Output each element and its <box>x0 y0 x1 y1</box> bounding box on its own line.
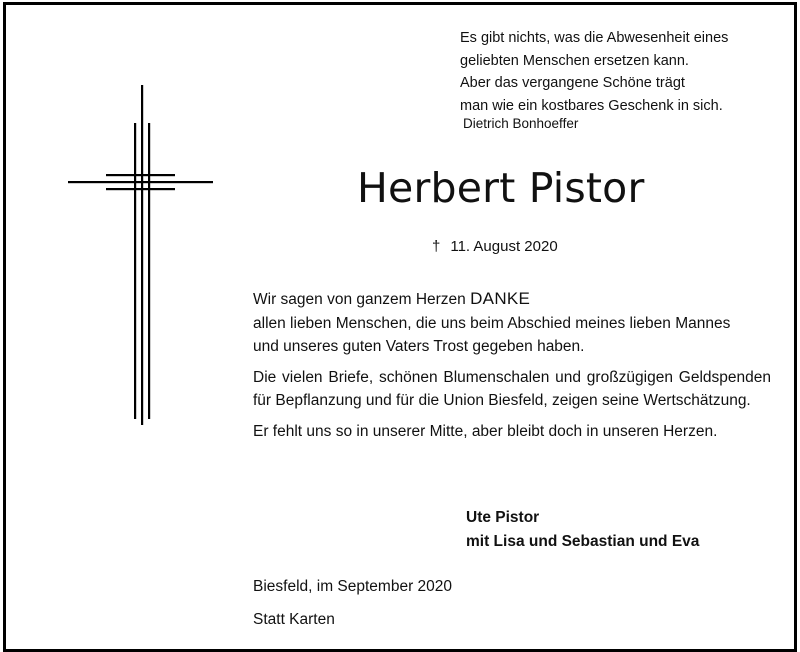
statt-karten-note: Statt Karten <box>253 611 335 628</box>
cross-icon <box>68 85 213 425</box>
quote-line: Es gibt nichts, was die Abwesenheit eines <box>460 30 729 46</box>
thanks-line-3: und unseres guten Vaters Trost gegeben haben. <box>253 338 585 355</box>
signature-line-2: mit Lisa und Sebastian und Eva <box>466 532 700 550</box>
thank-you-text <box>253 287 771 450</box>
signature-line-1: Ute Pistor <box>466 509 540 526</box>
signature <box>466 506 699 553</box>
thank-you-paragraph-2: Die vielen Briefe, schönen Blumenschalen und großzügigen Geldspenden für Bepflanzung und für die Union Biesfeld, zeigen seine Wertschätzung. <box>253 368 771 409</box>
dagger-icon: † <box>432 238 441 255</box>
quote-line: geliebten Menschen ersetzen kann. <box>460 52 689 69</box>
thanks-intro: Wir sagen von ganzem Herzen <box>253 291 466 308</box>
quote <box>460 27 728 117</box>
deceased-name: Herbert Pistor <box>357 164 645 212</box>
quote-line: man wie ein kostbares Geschenk in sich. <box>460 97 723 114</box>
thanks-line-2: allen lieben Menschen, die uns beim Abschied meines lieben Mannes <box>253 314 731 332</box>
thank-you-paragraph-3: Er fehlt uns so in unserer Mitte, aber bleibt doch in unseren Herzen. <box>253 422 718 440</box>
death-date: 11. August 2020 <box>450 238 558 255</box>
quote-author: Dietrich Bonhoeffer <box>463 116 579 131</box>
death-date-line <box>432 238 558 255</box>
thank-you-paragraph-1 <box>253 287 771 359</box>
danke-word: DANKE <box>470 289 531 308</box>
quote-line: Aber das vergangene Schöne trägt <box>460 75 685 91</box>
place-date: Biesfeld, im September 2020 <box>253 578 453 595</box>
